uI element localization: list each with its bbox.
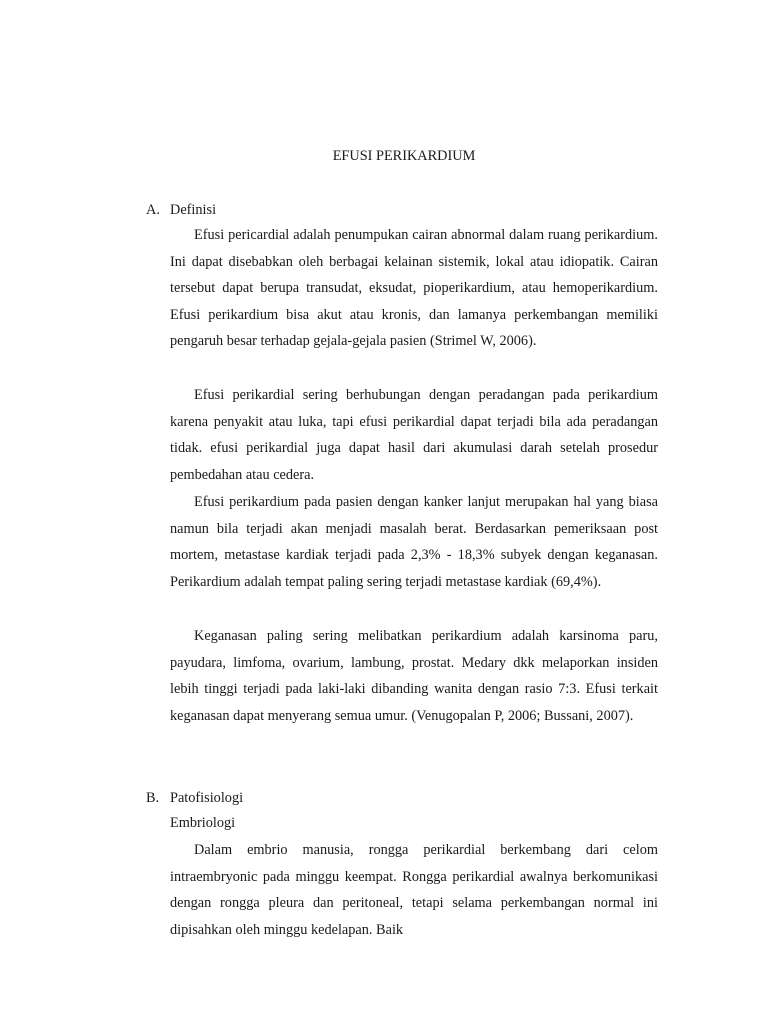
section-b-title: Patofisiologi [170, 790, 244, 806]
section-a-paragraph-3: Efusi perikardium pada pasien dengan kanker lanjut merupakan hal yang biasa namun bila terjadi akan menjadi masalah berat. Berdasarkan pemeriksaan post mortem, metastase kardiak terjadi pada 2,3% - 18,3% subyek dengan keganasan. Perikardium adalah tempat paling sering terjadi metastase kardiak (69,4%). [170, 494, 658, 590]
section-a-paragraph-4: Keganasan paling sering melibatkan perikardium adalah karsinoma paru, payudara, limfoma, ovarium, lambung, prostat. Medary dkk melaporkan insiden lebih tinggi terjadi pada laki-laki dibanding wanita dengan rasio 7:3. Efusi terkait keganasan dapat menyerang semua umur. (Venugopalan P, 2006; Bussani, 2007). [170, 628, 658, 724]
section-b-subheading: Embriologi [170, 815, 236, 831]
section-a-paragraph-2: Efusi perikardial sering berhubungan dengan peradangan pada perikardium karena penyakit atau luka, tapi efusi perikardial dapat terjadi bila ada peradangan tidak. efusi perikardial juga dapat hasil dari akumulasi darah setelah prosedur pembedahan atau cedera. [170, 387, 658, 483]
section-b-paragraph-1: Dalam embrio manusia, rongga perikardial berkembang dari celom intraembryonic pada minggu keempat. Rongga perikardial awalnya berkomunikasi dengan rongga pleura dan peritoneal, tetapi selama perkembangan normal ini dipisahkan oleh minggu kedelapan. Baik [170, 842, 658, 938]
section-a-number: A. [146, 202, 160, 218]
document-title: EFUSI PERIKARDIUM [332, 148, 476, 164]
section-b-number: B. [146, 790, 160, 806]
section-a-title: Definisi [170, 202, 217, 218]
section-a-heading [146, 200, 216, 220]
section-a-paragraph-1: Efusi pericardial adalah penumpukan cairan abnormal dalam ruang perikardium. Ini dapat disebabkan oleh berbagai kelainan sistemik, lokal atau idiopatik. Cairan tersebut dapat berupa transudat, eksudat, pioperikardium, atau hemoperikardium. Efusi perikardium bisa akut atau kronis, dan lamanya perkembangan memiliki pengaruh besar terhadap gejala-gejala pasien (Strimel W, 2006). [170, 227, 658, 350]
section-b-heading [146, 788, 243, 808]
